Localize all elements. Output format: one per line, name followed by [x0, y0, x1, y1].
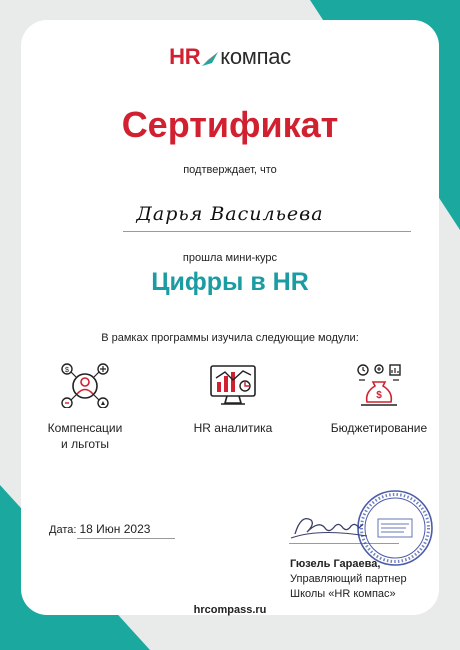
compass-arrow-icon — [201, 47, 219, 73]
signer-block — [290, 557, 407, 602]
logo: HR компас — [21, 44, 439, 73]
certificate-title: Сертификат — [121, 104, 339, 145]
module-budgeting — [314, 362, 444, 436]
website-link[interactable]: hrcompass.ru — [193, 604, 267, 616]
compensation-icon — [20, 362, 150, 408]
date — [49, 522, 150, 536]
name-underline — [123, 231, 411, 232]
modules-intro: В рамках программы изучила следующие модули: — [101, 332, 359, 344]
certificate-card — [21, 20, 439, 615]
svg-text:$: $ — [376, 390, 382, 401]
module-label: HR аналитика — [193, 421, 273, 435]
course-title: Цифры в HR — [151, 268, 309, 296]
signer-org: Школы «HR компас» — [290, 588, 396, 600]
date-label: Дата: — [49, 524, 77, 536]
svg-text:$: $ — [65, 367, 69, 374]
budgeting-icon — [314, 362, 444, 408]
passed-text: прошла мини-курс — [182, 252, 278, 264]
date-underline — [77, 538, 175, 539]
recipient-name: Дарья Васильева — [136, 203, 324, 225]
module-compensation — [20, 362, 150, 452]
confirms-text: подтверждает, что — [183, 164, 277, 176]
date-value: 18 Июн 2023 — [79, 522, 151, 536]
module-label: Бюджетирование — [330, 421, 428, 435]
module-label: Компенсации и льготы — [47, 421, 123, 451]
analytics-icon — [168, 362, 298, 408]
module-analytics — [168, 362, 298, 436]
signer-role: Управляющий партнер — [290, 573, 407, 585]
signer-name: Гюзель Гараева, — [290, 558, 381, 570]
